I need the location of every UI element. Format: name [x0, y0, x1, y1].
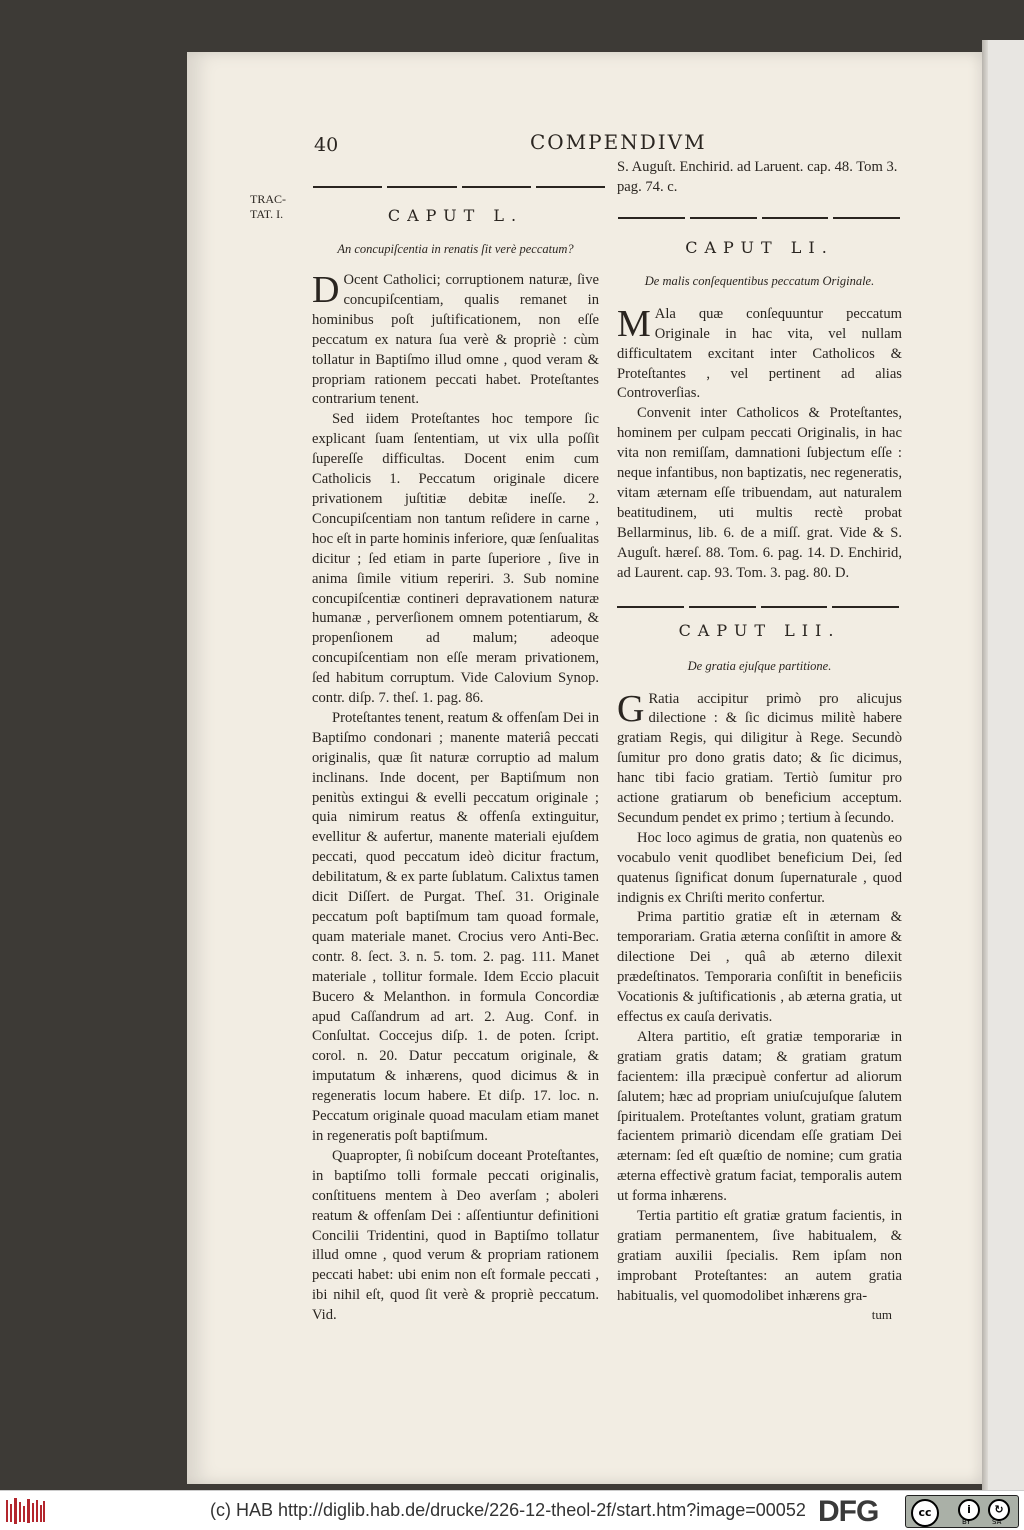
dropcap: M [617, 302, 651, 345]
section-rule [617, 606, 899, 609]
caput-l-heading: CAPUT L. [387, 206, 524, 225]
sa-share-icon: ↻ [988, 1499, 1010, 1521]
paragraph: Quapropter, ſi nobiſcum doceant Proteſtantes, in baptiſmo tolli formale peccati originalis, conſtituens mentem à Deo averſam ; aboleri reatum & offenſam Dei : aſſentiuntur definitioni Concilii Tridentini, quod in Baptiſmo tollatur illud omne , quod verum & propriam rationem peccati habet: ubi enim non eſt formale peccati , ibi nihil eſt, quod ſit verè & propriè peccatum. Vid. [312, 1147, 599, 1324]
paragraph: Convenit inter Catholicos & Proteſtantes, hominem per culpam peccati Originalis, in hac vita non remiſſam, damnationi ſubjectum eſſe : neque infantibus, non baptizatis, nec regeneratis, vitam æternam eſſe tribuendam, aut naturalem beatitudinem, uti multis rectè probat Bellarminus, lib. 6. de a miſſ. grat. Vide & S. Auguſt. hæreſ. 88. Tom. 6. pag. 14. D. Enchirid, ad Laurent. cap. 93. Tom. 3. pag. 80. D. [617, 405, 902, 581]
margin-note: TRAC- TAT. I. [250, 192, 286, 221]
paragraph: Altera partitio, eſt gratiæ temporariæ in gratiam gratis datam; & gratiam gratum facientem: illa præcipuè confertur ad aliorum ſalutem; hæc ad propriam uniuſcujuſque ſalutem ſpiritualem. Proteſtantes volunt, gratiam gratum facientem primariò dicendam eſſe gratiam Dei æternam: ſed eſt quæſtio de nomine; cum gratia æterna effectivè gratum faciat, temporalis autem ut forma inhærens. [617, 1028, 902, 1205]
viewer-footer [0, 1490, 1024, 1530]
source-url[interactable]: (c) HAB http://diglib.hab.de/drucke/226-12-theol-2f/start.htm?image=00052 [210, 1500, 806, 1520]
header-rule-left [313, 186, 605, 189]
caput-lii-heading: CAPUT LII. [678, 620, 841, 640]
left-column [312, 200, 599, 1326]
caput-lii-subtitle: De gratia ejuſque partitione. [687, 658, 832, 673]
paragraph: Sed iidem Proteſtantes hoc tempore ſic explicant ſuam ſententiam, ut vix ulla poſſit ſupereſſe difficultas. Docent enim cum Catholicis 1. Peccatum originale dicere privationem juſtitiæ debitæ ineſſe. 2. Concupiſcentiam non tantum reſidere in carne , hoc eſt in parte hominis inferiore, quæ ſenſualitas dicitur ; ſed etiam in parte ſuperiore , ſive in anima ſimile vitium reperiri. 3. Sub nomine concupiſcentiæ contineri depravationem naturæ humanæ , perverſionem omnem potentiarum, & propenſionem ad malum; adeoque concupiſcentiam non eſſe meram privationem, ſed habitum corruptum. Vide Calovium Synop. contr. diſp. 7. theſ. 1. pag. 86. [312, 411, 599, 707]
hab-barcode-icon [6, 1498, 46, 1524]
right-column [617, 158, 902, 1323]
continued-reference: S. Auguſt. Enchirid. ad Laruent. cap. 48. Tom 3. pag. 74. c. [617, 159, 898, 195]
dfg-logo: DFG [818, 1495, 879, 1528]
cc-icon: cc [911, 1499, 939, 1527]
catchword: tum [871, 1306, 892, 1322]
paragraph: D Ocent Catholici; corruptionem naturæ, ſive concupiſcentiam, qualis remanet in hominibus poſt juſtificationem, non eſſe peccatum ex natura ſua verè & propriè : cùm tollatur in Baptiſmo illud omne , quod veram & propriam rationem peccati habet. Proteſtantes contrarium tenent. [312, 269, 599, 408]
paragraph: Tertia partitio eſt gratiæ gratum facientis, in gratiam permanentem, ſive habitualem, & gratiam auxilii ſpecialis. Rem ipſam non improbant Proteſtantes: an autem gratia habitualis, vel quomodolibet inhærens gra- [617, 1208, 902, 1304]
by-person-icon: i [958, 1499, 980, 1521]
dropcap: G [617, 687, 645, 730]
paragraph: Prima partitio gratiæ eſt in æternam & temporariam. Gratia æterna conſiſtit in amore & dilectione Dei , quâ ab æterno dilexit prædeſtinatos. Temporaria conſiſtit in beneficiis Vocationis & juſtificationis , ab æterna gratia, ut effectus ex cauſa derivatis. [617, 909, 902, 1025]
paragraph: M Ala quæ conſequuntur peccatum Originale in hac vita, vel nullam difficultatem excitant inter Catholicos & Proteſtantes , vel pertinent ad alias Controverſias. [617, 302, 902, 402]
caput-li-subtitle: De malis conſequentibus peccatum Originale. [644, 273, 875, 288]
paragraph: Proteſtantes tenent, reatum & offenſam Dei in Baptiſmo condonari ; manente materiâ peccati originalis, quæ ſit naturæ corruptio ad malum inclinans. Inde docent, per Baptiſmum non penitùs extingui & evelli peccatum originale ; quia nimirum reatus & offenſa extinguitur, evellitur & aufertur, manente materiali ejuſdem peccati, quod peccatum ideò dicitur fractum, debilitatum, & ex parte ſublatum. Calixtus tamen dicit Diſſert. de Purgat. Theſ. 31. Originale peccatum poſt baptiſmum tam quoad formale, quam materiale manet. Crocius vero Anti-Bec. contr. 8. ſect. 3. n. 5. tom. 2. pag. 111. Manet materiale , tollitur formale. Idem Eccio placuit Bucero & Melanthon. in formula Concordiæ apud Caſſandrum ad art. 2. Aug. Conf. in Conſultat. Coccejus diſp. 1. de poten. ſcript. corol. n. 20. Datur peccatum originale, & imputatum & inhærens, quod dicimus & in regeneratis locum habere. Et diſp. 17. loc. n. Peccatum originale quoad maculam etiam manet in regeneratis poſt baptiſmum. [312, 709, 599, 1144]
by-label: BY [962, 1518, 971, 1526]
sa-label: SA [992, 1518, 1002, 1526]
running-title: COMPENDIVM [530, 130, 707, 154]
paragraph: G Ratia accipitur primò pro alicujus dilectione : & ſic dicimus militè habere gratiam Regis, qui diligitur à Rege. Secundò ſumitur pro dono gratis dato; & ſic dicimus, hanc tibi facio gratiam. Tertiò ſumitur pro actione gratiarum ob beneficium acceptum. Secundum pendet ex primo ; tertium à ſecundo. [617, 687, 902, 826]
caput-l-subtitle: An concupiſcentia in renatis ſit verè peccatum? [337, 242, 574, 256]
page-number: 40 [314, 134, 339, 156]
dropcap: D [312, 269, 340, 311]
adjacent-page-edge [982, 40, 1024, 1490]
caput-li-heading: CAPUT LI. [685, 237, 834, 257]
cc-license-badge[interactable] [905, 1495, 1019, 1528]
paragraph: Hoc loco agimus de gratia, non quatenùs eo vocabulo venit quodlibet beneficium Dei, ſed quatenus ſignificat donum ſupernaturale , quod indignis ex Chriſti merito confertur. [617, 829, 902, 906]
